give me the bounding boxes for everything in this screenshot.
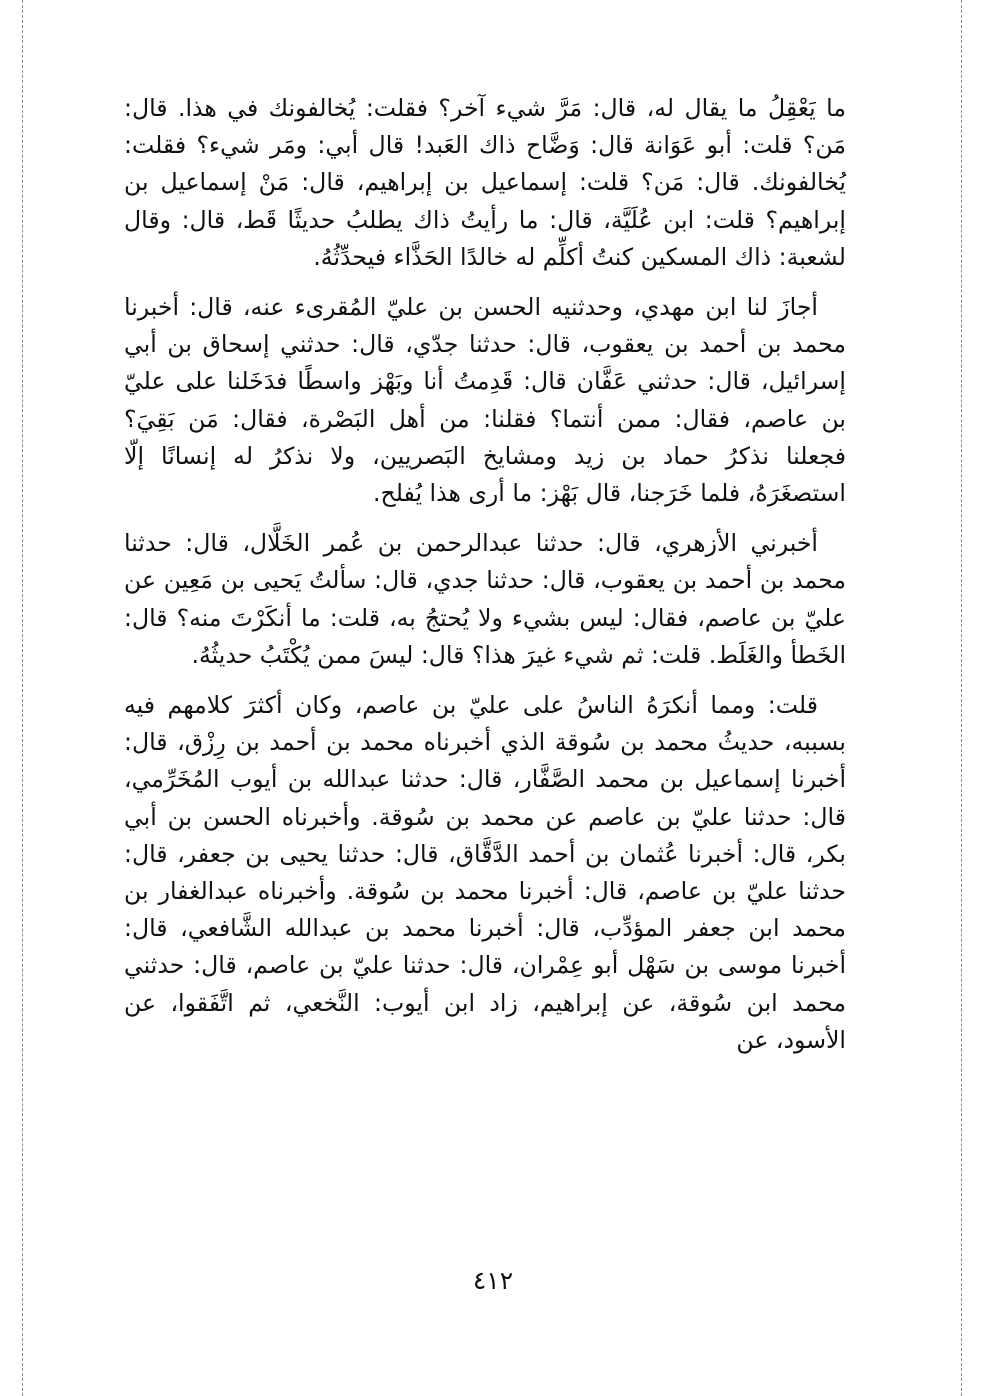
left-scan-edge xyxy=(22,0,23,1396)
page-number: ٤١٢ xyxy=(472,1266,514,1295)
paragraph-3: أخبرني الأزهري، قال: حدثنا عبدالرحمن بن عُمر الخَلَّال، قال: حدثنا محمد بن أحمد بن يعقوب، قال: حدثنا جدي، قال: سألتُ يَحيى بن مَعِين عن عليّ بن عاصم، فقال: ليس بشيء ولا يُحتجُ به، قلت: ما أنكَرْتَ منه؟ قال: الخَطأ والغَلَط. قلت: ثم شيء غيرَ هذا؟ قال: ليسَ ممن يُكْتَبُ حديثُهُ. xyxy=(124,529,846,669)
right-scan-edge xyxy=(961,0,962,1396)
body-text xyxy=(124,90,846,1072)
paragraph-4: قلت: ومما أنكرَهُ الناسُ على عليّ بن عاصم، وكان أكثرَ كلامهم فيه بسببه، حديثُ محمد بن سُوقة الذي أخبرناه محمد بن أحمد بن رِزْق، قال: أخبرنا إسماعيل بن محمد الصَّفَّار، قال: حدثنا عبدالله بن أيوب المُخَرِّمي، قال: حدثنا عليّ بن عاصم عن محمد بن سُوقة. وأخبرناه الحسن بن أبي بكر، قال: أخبرنا عُثمان بن أحمد الدَّقَّاق، قال: حدثنا يحيى بن جعفر، قال: حدثنا عليّ بن عاصم، قال: أخبرنا محمد بن سُوقة. وأخبرناه عبدالغفار بن محمد ابن جعفر المؤدِّب، قال: أخبرنا محمد بن عبدالله الشَّافعي، قال: أخبرنا موسى بن سَهْل أبو عِمْران، قال: حدثنا عليّ بن عاصم، قال: حدثني محمد ابن سُوقة، عن إبراهيم، زاد ابن أيوب: النَّخعي، ثم اتَّفَقوا، عن الأسود، عن xyxy=(124,691,846,1054)
paragraph-2: أجازَ لنا ابن مهدي، وحدثنيه الحسن بن عليّ المُقرىء عنه، قال: أخبرنا محمد بن أحمد بن يعقوب، قال: حدثنا جدّي، قال: حدثني إسحاق بن أبي إسرائيل، قال: حدثني عَفَّان قال: قَدِمتُ أنا وبَهْز واسطًا فدَخَلنا على عليّ بن عاصم، فقال: ممن أنتما؟ فقلنا: من أهل البَصْرة، فقال: مَن بَقِيَ؟ فجعلنا نذكرُ حماد بن زيد ومشايخ البَصريين، ولا نذكرُ له إنسانًا إلّا استصغَرَهُ، فلما خَرَجنا، قال بَهْز: ما أرى هذا يُفلح. xyxy=(124,293,846,508)
paragraph-1: ما يَعْقِلُ ما يقال له، قال: مَرَّ شيء آخر؟ فقلت: يُخالفونك في هذا. قال: مَن؟ قلت: أبو عَوَانة قال: وَضَّاح ذاك العَبد! قال أبي: ومَر شيء؟ فقلت: يُخالفونك. قال: مَن؟ قلت: إسماعيل بن إبراهيم، قال: مَنْ إسماعيل بن إبراهيم؟ قلت: ابن عُلَيَّة، قال: ما رأيتُ ذاك يطلبُ حديثًا قَط، قال: وقال لشعبة: ذاك المسكين كنتُ أكلِّم له خالدًا الحَذَّاء فيحدِّثُهُ. xyxy=(124,94,846,271)
